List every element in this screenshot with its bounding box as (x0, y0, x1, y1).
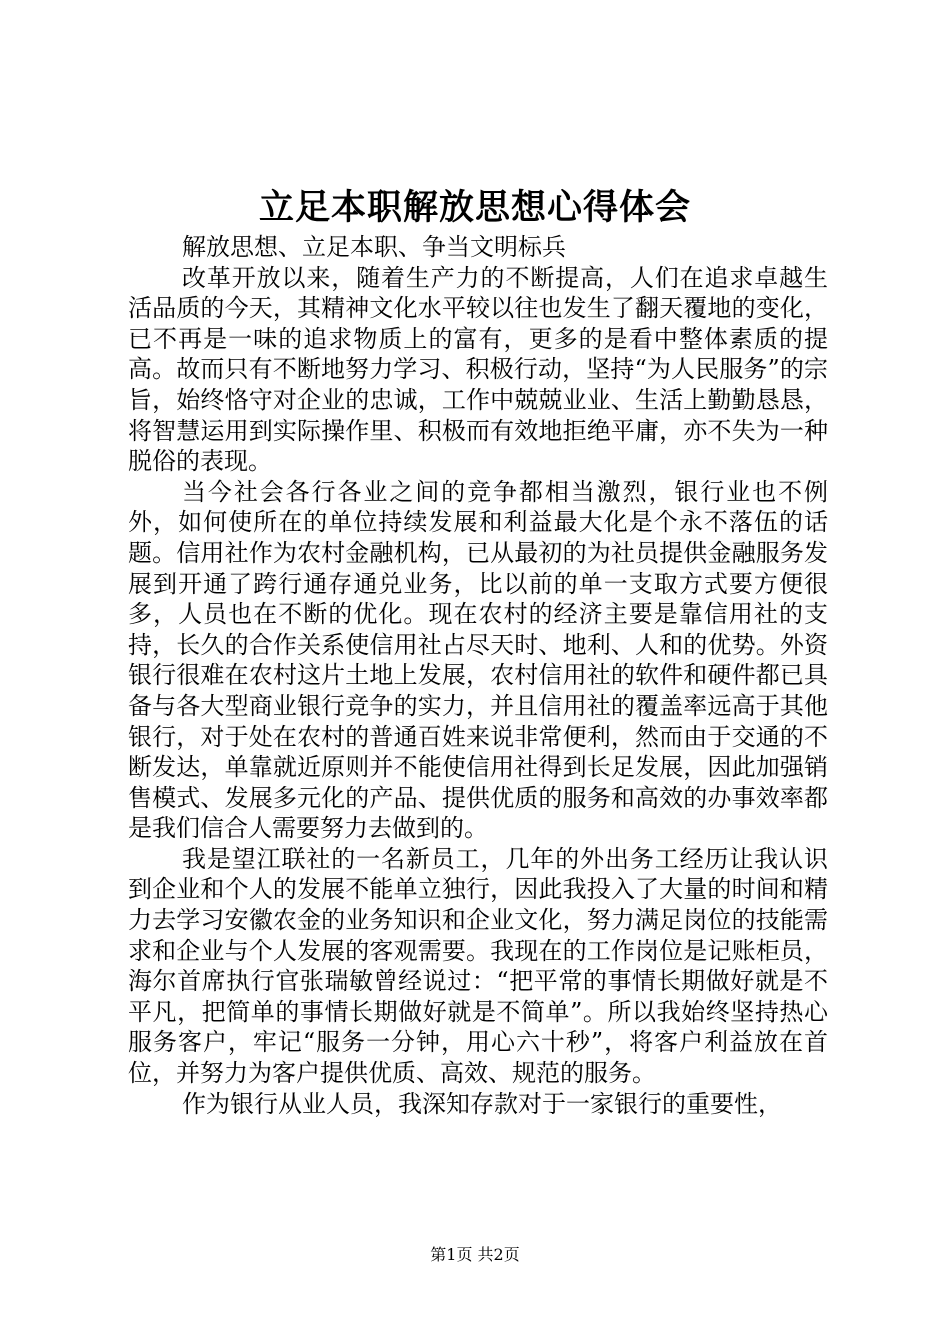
document-body (128, 232, 828, 1119)
paragraph-subtitle: 解放思想、立足本职、争当文明标兵 (182, 233, 566, 261)
paragraph-3: 我是望江联社的一名新员工，几年的外出务工经历让我认识到企业和个人的发展不能单立独行，因此我投入了大量的时间和精力去学习安徽农金的业务知识和企业文化，努力满足岗位的技能需求和企业与个人发展的客观需要。我现在的工作岗位是记账柜员，海尔首席执行官张瑞敏曾经说过：“把平常的事情长期做好就是不平凡，把简单的事情长期做好就是不简单”。所以我始终坚持热心服务客户，牢记“服务一分钟，用心六十秒”，将客户利益放在首位，并努力为客户提供优质、高效、规范的服务。 (128, 844, 828, 1088)
document-title: 立足本职解放思想心得体会 (258, 187, 691, 228)
page-footer: 第1页 共2页 (430, 1245, 520, 1264)
paragraph-1: 改革开放以来，随着生产力的不断提高，人们在追求卓越生活品质的今天，其精神文化水平较以往也发生了翻天覆地的变化，已不再是一味的追求物质上的富有，更多的是看中整体素质的提高。故而只有不断地努力学习、积极行动，坚持“为人民服务”的宗旨，始终恪守对企业的忠诚，工作中兢兢业业、生活上勤勤恳恳，将智慧运用到实际操作里、积极而有效地拒绝平庸，亦不失为一种脱俗的表现。 (128, 263, 828, 476)
paragraph-4: 作为银行从业人员，我深知存款对于一家银行的重要性， (182, 1089, 782, 1118)
paragraph-2: 当今社会各行各业之间的竞争都相当激烈，银行业也不例外，如何使所在的单位持续发展和利益最大化是个永不落伍的话题。信用社作为农村金融机构，已从最初的为社员提供金融服务发展到开通了跨行通存通兑业务，比以前的单一支取方式要方便很多，人员也在不断的优化。现在农村的经济主要是靠信用社的支持，长久的合作关系使信用社占尽天时、地利、人和的优势。外资银行很难在农村这片土地上发展，农村信用社的软件和硬件都已具备与各大型商业银行竞争的实力，并且信用社的覆盖率远高于其他银行，对于处在农村的普通百姓来说非常便利，然而由于交通的不断发达，单靠就近原则并不能使信用社得到长足发展，因此加强销售模式、发展多元化的产品、提供优质的服务和高效的办事效率都是我们信合人需要努力去做到的。 (128, 477, 828, 843)
